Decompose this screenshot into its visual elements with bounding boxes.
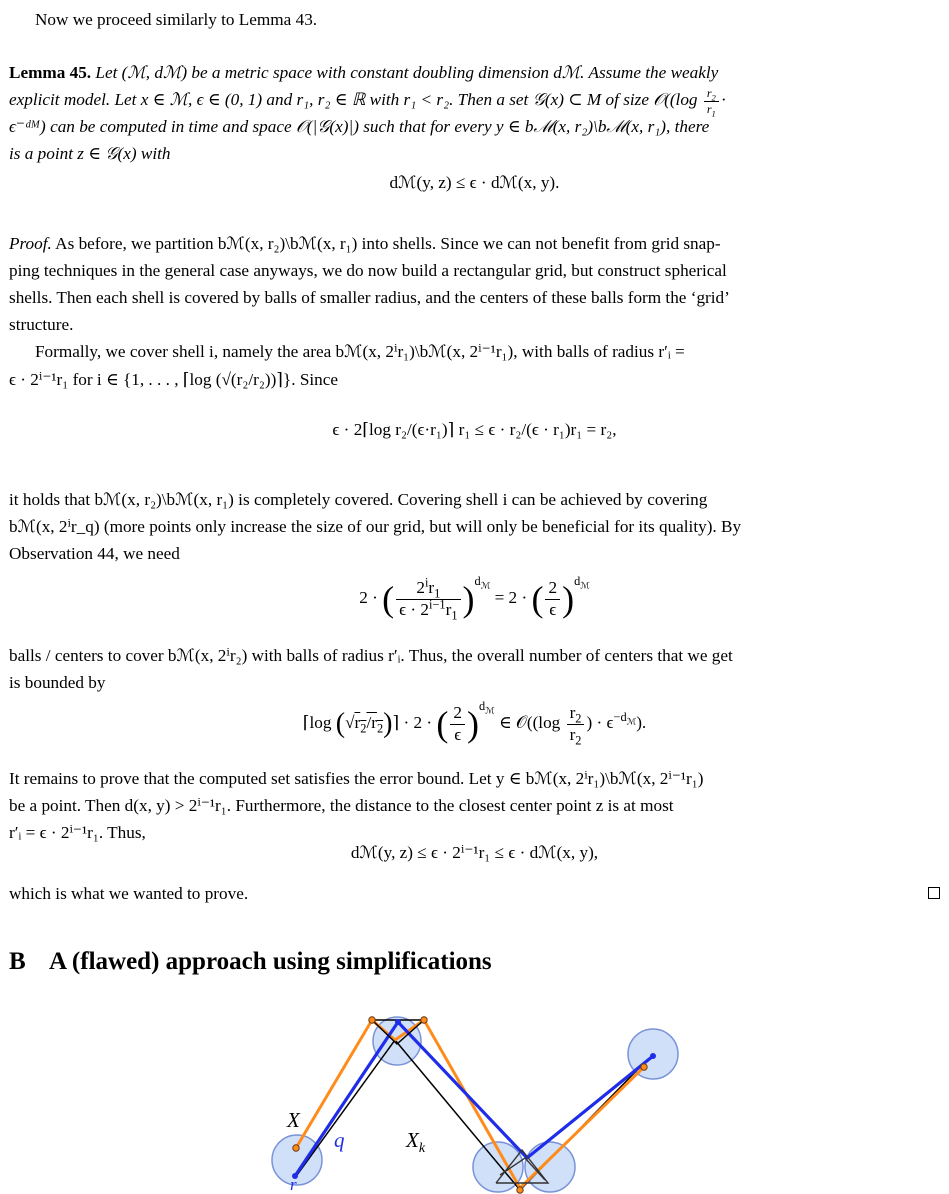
proof-label: Proof. bbox=[9, 234, 52, 253]
proof-line-10-row bbox=[9, 642, 943, 669]
proof-paragraph-1 bbox=[9, 230, 943, 257]
proof-line-11-row bbox=[9, 669, 943, 696]
proof-line-5-row bbox=[9, 338, 943, 365]
proof-line-4: structure. bbox=[9, 315, 74, 334]
intro-sentence bbox=[9, 6, 943, 33]
lemma-line-3-row bbox=[9, 113, 943, 140]
proof-line-14: r′ᵢ = ϵ · 2ⁱ⁻¹r₁. Thus, bbox=[9, 823, 146, 842]
proof-line-3: shells. Then each shell is covered by balls of smaller radius, and the centers of these balls form the ‘grid’ bbox=[9, 288, 730, 307]
proof-equation-1 bbox=[0, 420, 949, 440]
proof-line-12-row bbox=[9, 765, 943, 792]
lemma-line-3: ϵ⁻ᵈᴹ) can be computed in time and space 𝒪(|𝒢(x)|) such that for every y ∈ bℳ(x, r₂)\bℳ(x, r₁), there bbox=[9, 117, 710, 136]
intro-text: Now we proceed similarly to Lemma 43. bbox=[35, 10, 318, 29]
proof-line-7-row bbox=[9, 486, 943, 513]
proof-line-15-row bbox=[9, 880, 943, 907]
simplification-figure bbox=[0, 1000, 949, 1194]
lemma-line-2-row bbox=[9, 86, 943, 116]
proof-line-9-row bbox=[9, 540, 943, 567]
lemma-line-4-row bbox=[9, 140, 943, 167]
proof-line-8-row bbox=[9, 513, 943, 540]
proof-equation-4-text: dℳ(y, z) ≤ ϵ · 2ⁱ⁻¹r₁ ≤ ϵ · dℳ(x, y), bbox=[350, 843, 599, 862]
lemma-line-4: is a point z ∈ 𝒢(x) with bbox=[9, 144, 171, 163]
proof-line-10: balls / centers to cover bℳ(x, 2ⁱr₂) with balls of radius r′ᵢ. Thus, the overall number of centers that we get bbox=[9, 646, 733, 665]
label-q: q bbox=[334, 1128, 345, 1152]
label-xk: $X_k$ bbox=[406, 1128, 426, 1156]
proof-line-2-row bbox=[9, 257, 943, 284]
section-number: B bbox=[9, 948, 26, 975]
proof-equation-2: 2 · ( $\frac{2^ir_1}{\epsilon \cdot 2^{i-1}r_1}$ )$^{d_ℳ}$ = 2 · ( $\frac{2}{\epsilon}$ )$^{d_ℳ}$ bbox=[359, 574, 590, 622]
proof-line-2: ping techniques in the general case anyways, we do now build a rectangular grid, but construct spherical bbox=[9, 261, 727, 280]
lemma-equation-text: dℳ(y, z) ≤ ϵ · dℳ(x, y). bbox=[389, 173, 560, 192]
lemma-label: Lemma 45. bbox=[9, 63, 92, 82]
label-x: X bbox=[287, 1108, 300, 1132]
proof-line-11: is bounded by bbox=[9, 673, 106, 692]
blue-curve-q bbox=[295, 1022, 653, 1176]
proof-line-13-row bbox=[9, 792, 943, 819]
proof-equation-4 bbox=[0, 843, 949, 863]
proof-line-12: It remains to prove that the computed set satisfies the error bound. Let y ∈ bℳ(x, 2ⁱr₁)\bℳ(x, 2ⁱ⁻¹r₁) bbox=[9, 769, 704, 788]
proof-line-14-row bbox=[9, 819, 943, 846]
proof-line-6-row bbox=[9, 366, 943, 393]
section-title: A (flawed) approach using simplifications bbox=[49, 948, 492, 975]
proof-line-4-row bbox=[9, 311, 943, 338]
label-r: r bbox=[290, 1175, 297, 1194]
proof-line-9: Observation 44, we need bbox=[9, 544, 180, 563]
proof-line-5: Formally, we cover shell i, namely the area bℳ(x, 2ⁱr₁)\bℳ(x, 2ⁱ⁻¹r₁), with balls of radius r′ᵢ = bbox=[35, 342, 685, 361]
proof-line-7: it holds that bℳ(x, r₂)\bℳ(x, r₁) is completely covered. Covering shell i can be achieved by covering bbox=[9, 490, 708, 509]
lemma-45 bbox=[9, 59, 943, 86]
fraction-r2-r1: $\frac{r_2}{r_1}$ bbox=[704, 86, 719, 116]
proof-equation-3: ⌈log $(√r_2/r_2)⌉ \cdot 2$ · ( $\frac{2}{\epsilon}$ )$^{d_ℳ}$ ∈ 𝒪((log $\frac{r_2}{r_2}$ ) · $\epsilon^{-d_ℳ}$). bbox=[302, 699, 647, 747]
proof-line-3-row bbox=[9, 284, 943, 311]
proof-line-6: ϵ · 2ⁱ⁻¹r₁ for i ∈ {1, . . . , ⌈log (√(r₂/r₂))⌉}. Since bbox=[9, 370, 339, 389]
proof-equation-1-text: ϵ · 2⌈log r₂/(ϵ·r₁)⌉ r₁ ≤ ϵ · r₂/(ϵ · r₁)r₁ = r₂, bbox=[332, 420, 617, 439]
section-heading bbox=[9, 948, 492, 976]
lemma-line-1: Let (ℳ, dℳ) be a metric space with constant doubling dimension dℳ. Assume the weakly bbox=[95, 63, 719, 82]
qed-square-icon bbox=[928, 887, 940, 899]
proof-line-15: which is what we wanted to prove. bbox=[9, 884, 249, 903]
lemma-equation bbox=[0, 173, 949, 193]
proof-line-13: be a point. Then d(x, y) > 2ⁱ⁻¹r₁. Furthermore, the distance to the closest center point z is at most bbox=[9, 796, 674, 815]
lemma-line-2-cont: · bbox=[720, 90, 727, 109]
proof-line-1: As before, we partition bℳ(x, r₂)\bℳ(x, r₁) into shells. Since we can not benefit from grid snap- bbox=[55, 234, 721, 253]
black-curve bbox=[297, 1040, 644, 1190]
lemma-line-2: explicit model. Let x ∈ ℳ, ϵ ∈ (0, 1) and r₁, r₂ ∈ ℝ with r₁ < r₂. Then a set 𝒢(x) ⊂ M of size 𝒪((log bbox=[9, 90, 698, 109]
proof-line-8: bℳ(x, 2ⁱr_q) (more points only increase the size of our grid, but will only be beneficial for its quality). By bbox=[9, 517, 742, 536]
